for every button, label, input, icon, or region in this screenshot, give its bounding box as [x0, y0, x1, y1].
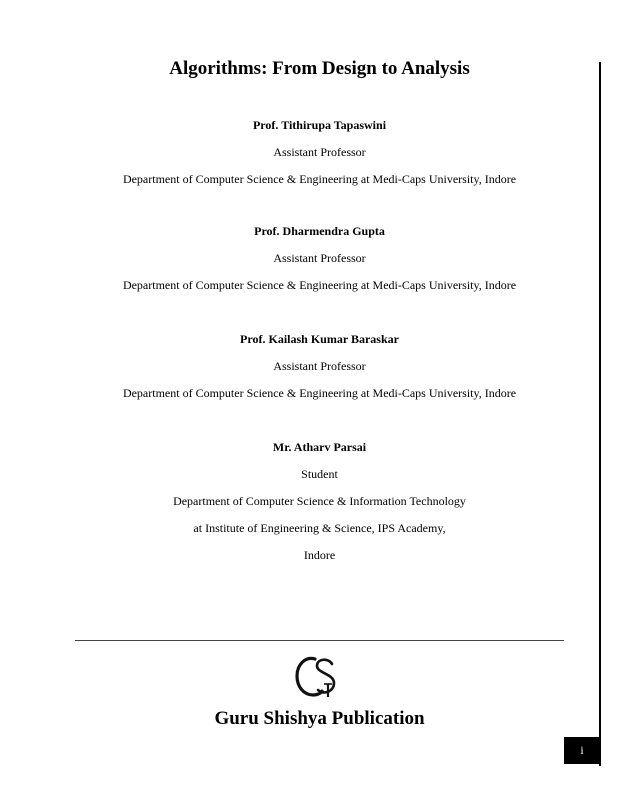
author-block-3 — [0, 326, 639, 407]
author-affiliation: Department of Computer Science & Information Technology — [173, 494, 466, 508]
author-city: Indore — [303, 548, 336, 562]
author-affiliation-line-2: at Institute of Engineering & Science, IPS Academy, — [193, 521, 446, 535]
author-block-1 — [0, 112, 639, 193]
author-affiliation: Department of Computer Science & Engineering at Medi-Caps University, Indore — [122, 278, 517, 292]
author-block-2 — [0, 218, 639, 299]
author-name: Prof. Dharmendra Gupta — [254, 224, 385, 238]
author-affiliation: Department of Computer Science & Engineering at Medi-Caps University, Indore — [122, 172, 517, 186]
author-designation: Assistant Professor — [273, 251, 366, 265]
author-designation: Assistant Professor — [273, 145, 366, 159]
author-name: Prof. Tithirupa Tapaswini — [252, 118, 387, 132]
right-margin-bar — [599, 62, 601, 766]
author-affiliation: Department of Computer Science & Engineering at Medi-Caps University, Indore — [122, 386, 517, 400]
book-title: Algorithms: From Design to Analysis — [169, 58, 470, 79]
gs-monogram-logo — [294, 654, 340, 698]
author-name: Prof. Kailash Kumar Baraskar — [240, 332, 399, 346]
page-number-badge: i — [564, 737, 600, 764]
horizontal-divider — [75, 640, 564, 641]
publisher-name: Guru Shishya Publication — [214, 708, 425, 729]
author-designation: Assistant Professor — [273, 359, 366, 373]
author-name: Mr. Atharv Parsai — [272, 440, 367, 454]
author-designation: Student — [301, 467, 338, 481]
author-block-4 — [0, 434, 639, 569]
